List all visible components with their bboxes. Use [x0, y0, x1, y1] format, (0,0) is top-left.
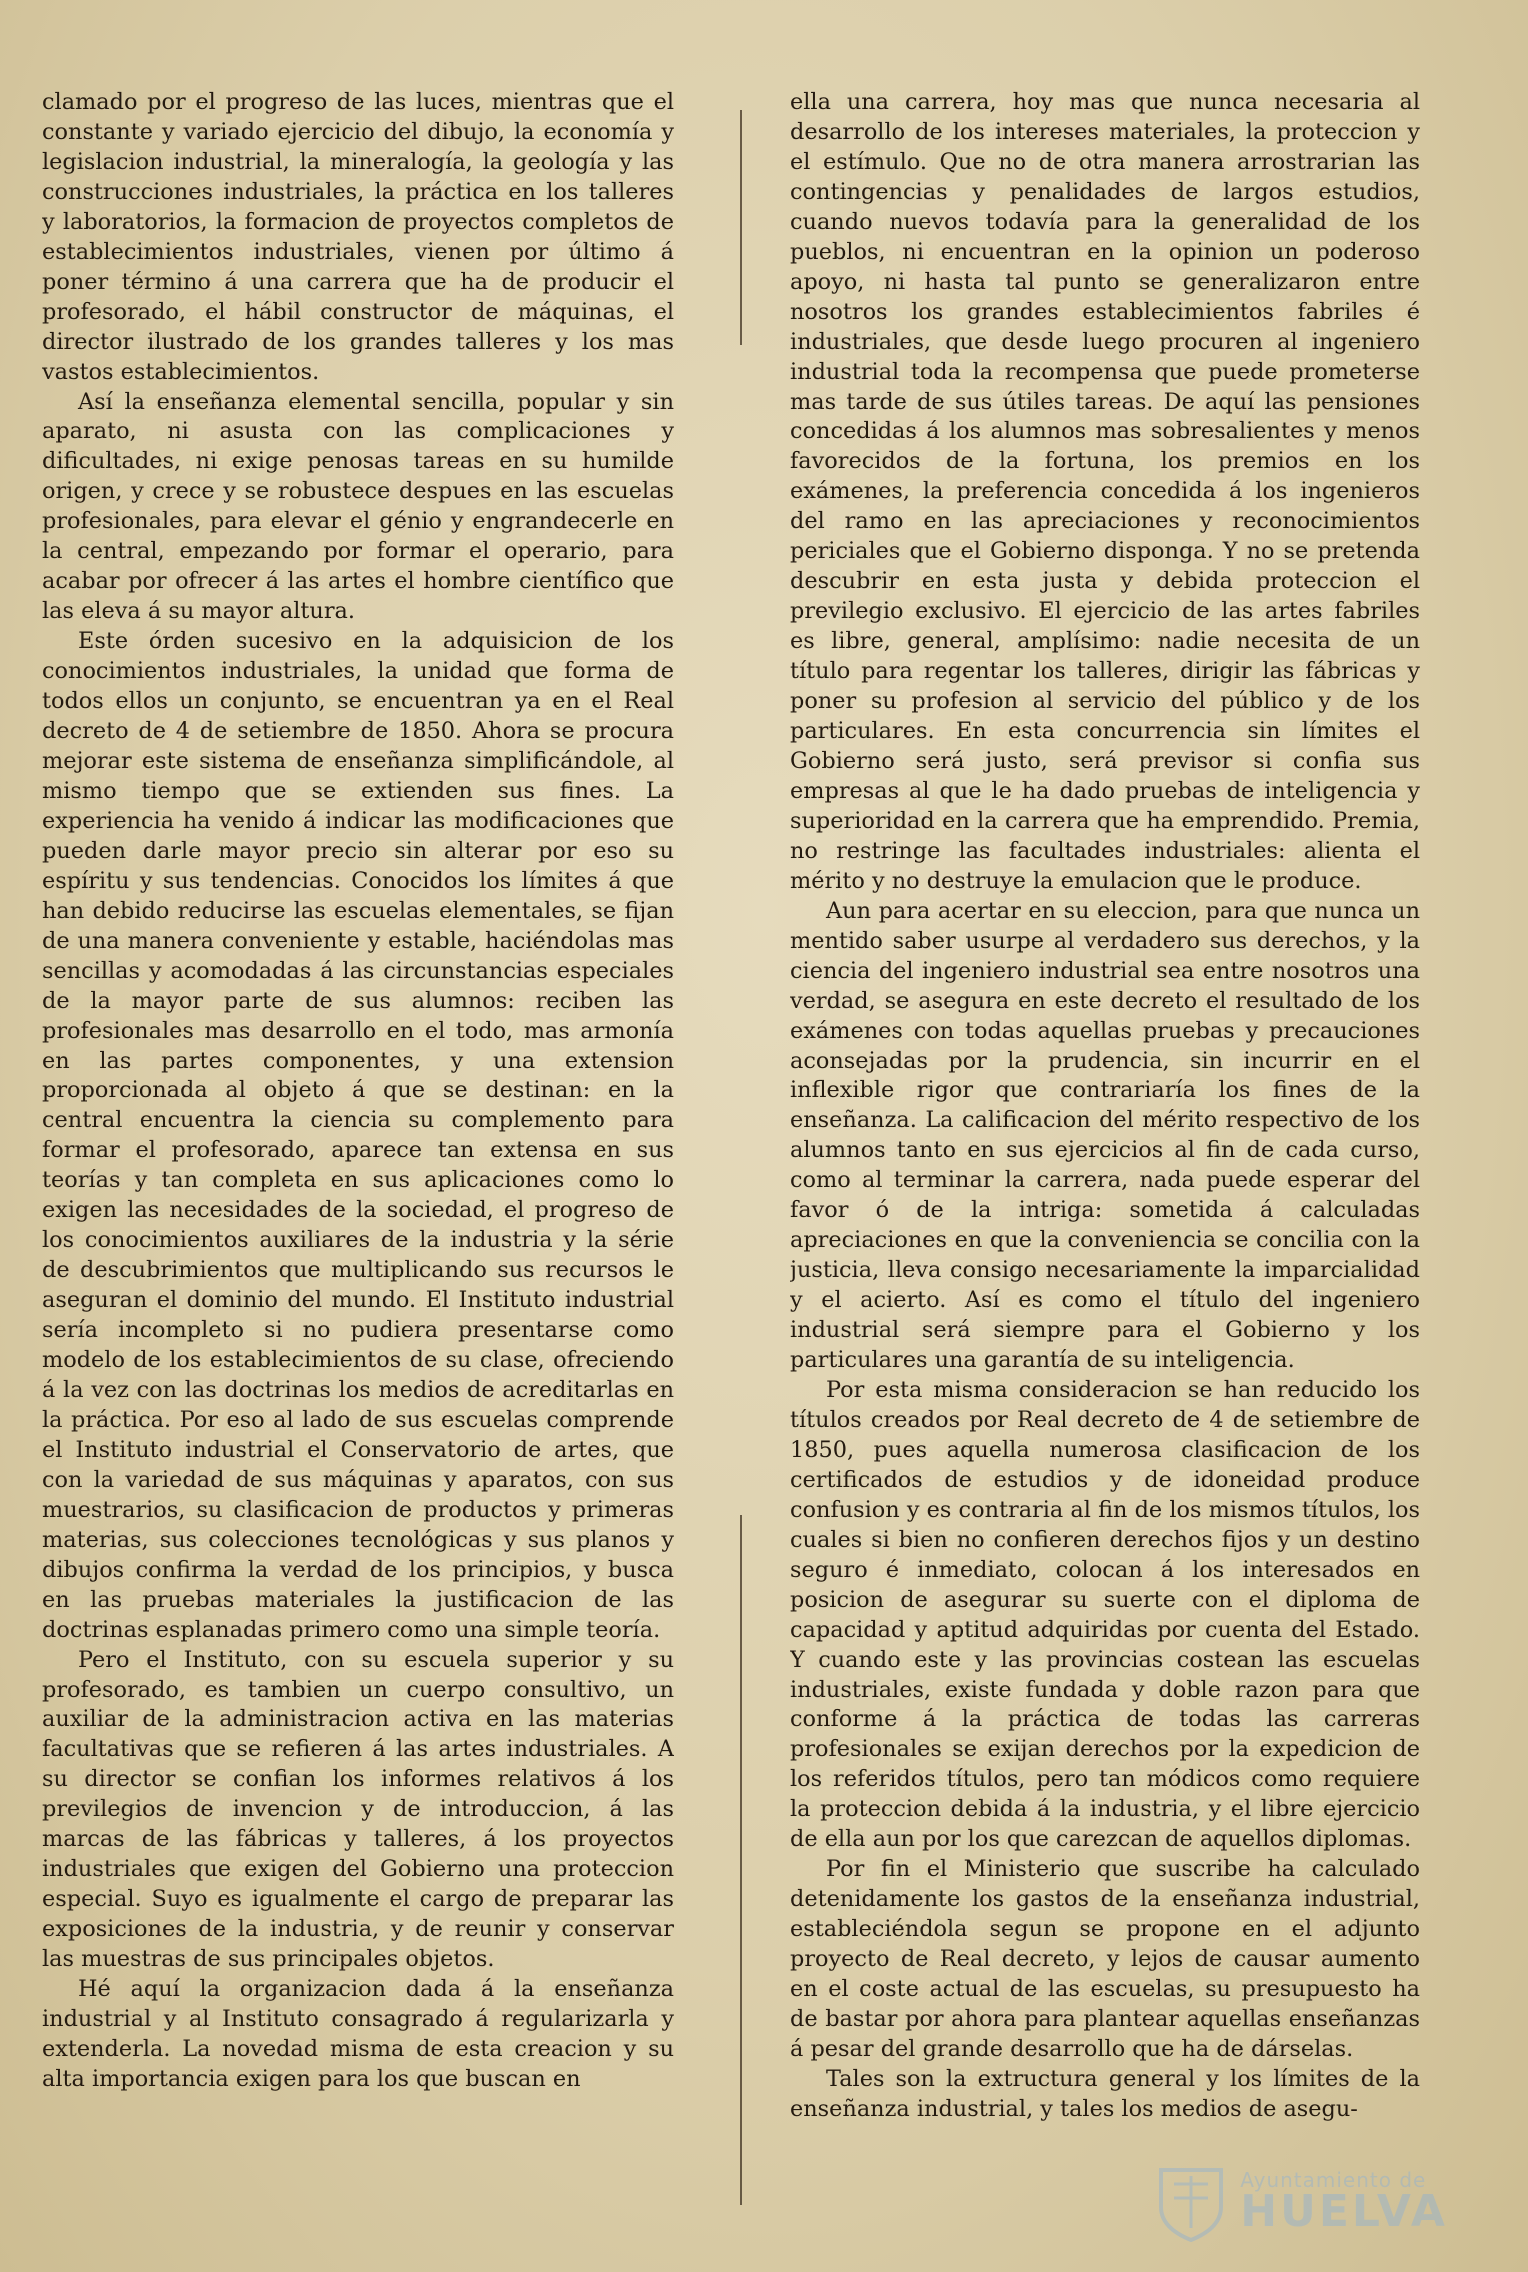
paragraph: Así la enseñanza elemental sencilla, popular y sin aparato, ni asusta con las complicaciones y dificultades, ni exige penosas tareas en su humilde origen, y crece y se robustece despues en las escuelas profesionales, para elevar el génio y engrandecerle en la central, empezando por formar el operario, para acabar por ofrecer á las artes el hombre científico que las eleva á su mayor altura.: [42, 388, 674, 625]
left-column: [42, 88, 674, 2212]
coat-of-arms-icon: [1156, 2162, 1226, 2242]
right-column: [790, 88, 1420, 2212]
watermark-line2: HUELVA: [1240, 2186, 1448, 2237]
watermark: [1156, 2162, 1448, 2242]
paragraph: Este órden sucesivo en la adquisicion de los conocimientos industriales, la unidad que forma de todos ellos un conjunto, se encuentran ya en el Real decreto de 4 de setiembre de 1850. Ahora se procura mejorar este sistema de enseñanza simplificándole, al mismo tiempo que se extienden sus fines. La experiencia ha venido á indicar las modificaciones que pueden darle mayor precio sin alterar por eso su espíritu y sus tendencias. Conocidos los límites á que han debido reducirse las escuelas elementales, se fijan de una manera conveniente y estable, haciéndolas mas sencillas y acomodadas á las circunstancias especiales de la mayor parte de sus alumnos: reciben las profesionales mas desarrollo en el todo, mas armonía en las partes componentes, y una extension proporcionada al objeto á que se destinan: en la central encuentra la ciencia su complemento para formar el profesorado, aparece tan extensa en sus teorías y tan completa en sus aplicaciones como lo exigen las necesidades de la sociedad, el progreso de los conocimientos auxiliares de la industria y la série de descubrimientos que multiplicando sus recursos le aseguran el dominio del mundo. El Instituto industrial sería incompleto si no pudiera presentarse como modelo de los establecimientos de su clase, ofreciendo á la vez con las doctrinas los medios de acreditarlas en la práctica. Por eso al lado de sus escuelas comprende el Instituto industrial el Conservatorio de artes, que con la variedad de sus máquinas y aparatos, con sus muestrarios, su clasificacion de productos y primeras materias, sus colecciones tecnológicas y sus planos y dibujos confirma la verdad de los principios, y busca en las pruebas materiales la justificacion de las doctrinas esplanadas primero como una simple teoría.: [42, 628, 674, 1643]
paragraph: Pero el Instituto, con su escuela superior y su profesorado, es tambien un cuerpo consultivo, un auxiliar de la administracion activa en las materias facultativas que se refieren á las artes industriales. A su director se confian los informes relativos á los previlegios de invencion y de introduccion, á las marcas de las fábricas y talleres, á los proyectos industriales que exigen del Gobierno una proteccion especial. Suyo es igualmente el cargo de preparar las exposiciones de la industria, y de reunir y conservar las muestras de sus principales objetos.: [42, 1646, 674, 1973]
paragraph: Hé aquí la organizacion dada á la enseñanza industrial y al Instituto consagrado á regularizarla y extenderla. La novedad misma de esta creacion y su alta importancia exigen para los que buscan en: [42, 1976, 674, 2092]
paragraph: Por fin el Ministerio que suscribe ha calculado detenidamente los gastos de la enseñanza industrial, estableciéndola segun se propone en el adjunto proyecto de Real decreto, y lejos de causar aumento en el coste actual de las escuelas, su presupuesto ha de bastar por ahora para plantear aquellas enseñanzas á pesar del grande desarrollo que ha de dárselas.: [790, 1856, 1420, 2062]
watermark-line1: Ayuntamiento de: [1240, 2168, 1427, 2192]
column-rule-bottom: [740, 1515, 742, 2205]
column-rule-top: [740, 110, 742, 345]
paragraph: clamado por el progreso de las luces, mientras que el constante y variado ejercicio del dibujo, la economía y legislacion industrial, la mineralogía, la geología y las construcciones industriales, la práctica en los talleres y laboratorios, la formacion de proyectos completos de establecimientos industriales, vienen por último á poner término á una carrera que ha de producir el profesorado, el hábil constructor de máquinas, el director ilustrado de los grandes talleres y los mas vastos establecimientos.: [42, 89, 674, 385]
paragraph: Por esta misma consideracion se han reducido los títulos creados por Real decreto de 4 de setiembre de 1850, pues aquella numerosa clasificacion de los certificados de estudios y de idoneidad produce confusion y es contraria al fin de los mismos títulos, los cuales si bien no confieren derechos fijos y un destino seguro é inmediato, colocan á los interesados en posicion de asegurar su suerte con el diploma de capacidad y aptitud adquiridas por cuenta del Estado. Y cuando este y las provincias costean las escuelas industriales, existe fundada y doble razon para que conforme á la práctica de todas las carreras profesionales se exijan derechos por la expedicion de los referidos títulos, pero tan módicos como requiere la proteccion debida á la industria, y el libre ejercicio de ella aun por los que carezcan de aquellos diplomas.: [790, 1376, 1420, 1853]
paragraph: Aun para acertar en su eleccion, para que nunca un mentido saber usurpe al verdadero sus derechos, y la ciencia del ingeniero industrial sea entre nosotros una verdad, se asegura en este decreto el resultado de los exámenes con todas aquellas pruebas y precauciones aconsejadas por la prudencia, sin incurrir en el inflexible rigor que contrariaría los fines de la enseñanza. La calificacion del mérito respectivo de los alumnos tanto en sus ejercicios al fin de cada curso, como al terminar la carrera, nada puede esperar del favor ó de la intriga: sometida á calculadas apreciaciones en que la conveniencia se concilia con la justicia, lleva consigo necesariamente la imparcialidad y el acierto. Así es como el título del ingeniero industrial será siempre para el Gobierno y los particulares una garantía de su inteligencia.: [790, 897, 1420, 1374]
paragraph: Tales son la extructura general y los límites de la enseñanza industrial, y tales los medios de asegu-: [790, 2065, 1420, 2122]
paragraph: ella una carrera, hoy mas que nunca necesaria al desarrollo de los intereses materiales, la proteccion y el estímulo. Que no de otra manera arrostrarian las contingencias y penalidades de largos estudios, cuando nuevos todavía para la generalidad de los pueblos, ni encuentran en la opinion un poderoso apoyo, ni hasta tal punto se generalizaron entre nosotros los grandes establecimientos fabriles é industriales, que desde luego procuren al ingeniero industrial toda la recompensa que puede prometerse mas tarde de sus útiles tareas. De aquí las pensiones concedidas á los alumnos mas sobresalientes y menos favorecidos de la fortuna, los premios en los exámenes, la preferencia concedida á los ingenieros del ramo en las apreciaciones y reconocimientos periciales que el Gobierno disponga. Y no se pretenda descubrir en esta justa y debida proteccion el previlegio exclusivo. El ejercicio de las artes fabriles es libre, general, amplísimo: nadie necesita de un título para regentar los talleres, dirigir las fábricas y poner su profesion al servicio del público y de los particulares. En esta concurrencia sin límites el Gobierno será justo, será previsor si confia sus empresas al que le ha dado pruebas de inteligencia y superioridad en la carrera que ha emprendido. Premia, no restringe las facultades industriales: alienta el mérito y no destruye la emulacion que le produce.: [790, 89, 1420, 894]
